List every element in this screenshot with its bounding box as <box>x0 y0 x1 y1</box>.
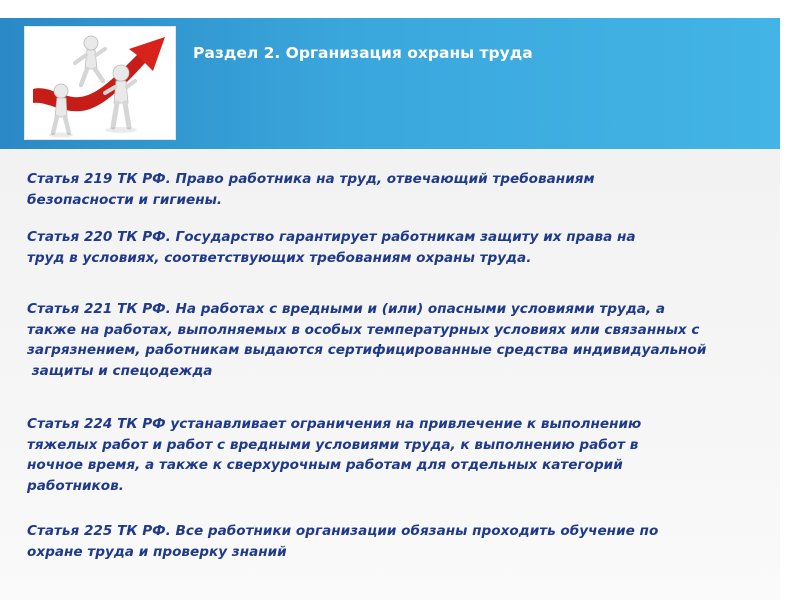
article-line: безопасности и гигиены. <box>27 191 223 208</box>
article-line: также на работах, выполняемых в особых температурных условиях или связанных с <box>27 321 700 338</box>
article-line: работников. <box>27 477 124 494</box>
article-line: Статья 219 ТК РФ. Право работника на труд, отвечающий требованиям <box>27 171 595 187</box>
article-220 <box>27 227 636 268</box>
article-line: загрязнением, работникам выдаются сертифицированные средства индивидуальной <box>27 342 707 358</box>
article-221 <box>27 299 706 381</box>
article-line: Статья 220 ТК РФ. Государство гарантирует работникам защиту их права на <box>27 229 636 245</box>
growth-arrow-figures-icon <box>25 27 175 139</box>
article-line: Статья 221 ТК РФ. На работах с вредными и (или) опасными условиями труда, а <box>27 301 666 317</box>
article-line: Статья 225 ТК РФ. Все работники организации обязаны проходить обучение по <box>27 523 659 539</box>
header-illustration <box>24 26 176 140</box>
article-line: охране труда и проверку знаний <box>27 543 287 560</box>
article-line: тяжелых работ и работ с вредными условиями труда, к выполнению работ в <box>27 436 639 453</box>
article-225 <box>27 521 658 562</box>
article-219 <box>27 169 595 210</box>
article-line: ночное время, а также к сверхурочным работам для отдельных категорий <box>27 457 623 473</box>
article-line: защиты и спецодежда <box>27 362 213 379</box>
article-224 <box>27 414 641 496</box>
page-title: Раздел 2. Организация охраны труда <box>193 44 533 62</box>
article-line: Статья 224 ТК РФ устанавливает ограничения на привлечение к выполнению <box>27 416 642 432</box>
article-line: труд в условиях, соответствующих требованиям охраны труда. <box>27 249 532 266</box>
